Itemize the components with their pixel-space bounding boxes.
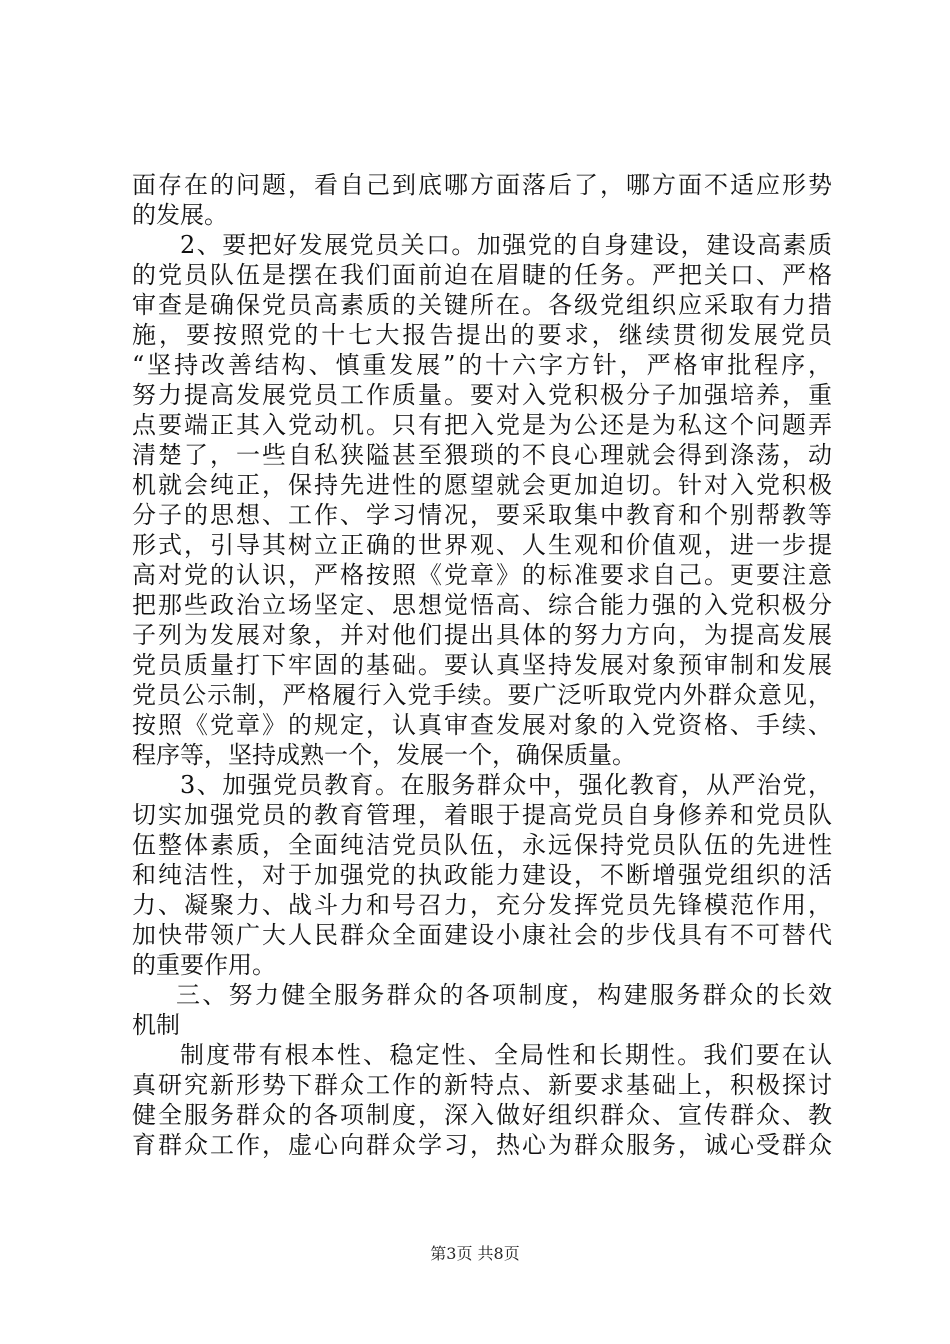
text-line: 程序等，坚持成熟一个，发展一个，确保质量。 <box>132 741 636 769</box>
text-line: 施，要按照党的十七大报告提出的要求，继续贯彻发展党员 <box>132 321 832 349</box>
text-line: “坚持改善结构、慎重发展”的十六字方针，严格审批程序， <box>132 351 832 379</box>
text-line: 形式，引导其树立正确的世界观、人生观和价值观，进一步提 <box>132 531 832 559</box>
text-line: 的重要作用。 <box>132 951 276 979</box>
text-line: 机就会纯正，保持先进性的愿望就会更加迫切。针对入党积极 <box>132 471 832 499</box>
text-line: 高对党的认识，严格按照《党章》的标准要求自己。更要注意 <box>132 561 832 589</box>
paragraph-2-heading: 2、要把好发展党员关口。加强党的自身建设，建设高素质 <box>180 231 832 259</box>
section-three-heading: 三、努力健全服务群众的各项制度，构建服务群众的长效 <box>176 981 832 1009</box>
text-line: 审查是确保党员高素质的关键所在。各级党组织应采取有力措 <box>132 291 832 319</box>
paragraph-3-heading: 3、加强党员教育。在服务群众中，强化教育，从严治党， <box>180 771 832 799</box>
text-line: 育群众工作，虚心向群众学习，热心为群众服务，诚心受群众 <box>132 1131 832 1159</box>
text-line: 点要端正其入党动机。只有把入党是为公还是为私这个问题弄 <box>132 411 832 439</box>
text-line: 制度带有根本性、稳定性、全局性和长期性。我们要在认 <box>180 1041 832 1069</box>
text-line: 努力提高发展党员工作质量。要对入党积极分子加强培养，重 <box>132 381 832 409</box>
page-number-footer: 第3页 共8页 <box>430 1244 520 1263</box>
text-line: 子列为发展对象，并对他们提出具体的努力方向，为提高发展 <box>132 621 832 649</box>
text-line: 清楚了，一些自私狭隘甚至猥琐的不良心理就会得到涤荡，动 <box>132 441 832 469</box>
section-three-heading-cont: 机制 <box>132 1011 180 1039</box>
text-line: 真研究新形势下群众工作的新特点、新要求基础上，积极探讨 <box>132 1071 832 1099</box>
text-line: 加快带领广大人民群众全面建设小康社会的步伐具有不可替代 <box>132 921 832 949</box>
text-line: 和纯洁性，对于加强党的执政能力建设，不断增强党组织的活 <box>132 861 832 889</box>
text-line: 力、凝聚力、战斗力和号召力，充分发挥党员先锋模范作用， <box>132 891 832 919</box>
text-line: 伍整体素质，全面纯洁党员队伍，永远保持党员队伍的先进性 <box>132 831 832 859</box>
document-body <box>132 170 832 1160</box>
text-line: 分子的思想、工作、学习情况，要采取集中教育和个别帮教等 <box>132 501 832 529</box>
text-line: 把那些政治立场坚定、思想觉悟高、综合能力强的入党积极分 <box>132 591 832 619</box>
text-line: 党员公示制，严格履行入党手续。要广泛听取党内外群众意见， <box>132 681 832 709</box>
text-line: 面存在的问题，看自己到底哪方面落后了，哪方面不适应形势 <box>132 171 832 199</box>
text-line: 按照《党章》的规定，认真审查发展对象的入党资格、手续、 <box>132 711 832 739</box>
text-line: 的发展。 <box>132 201 228 229</box>
text-line: 的党员队伍是摆在我们面前迫在眉睫的任务。严把关口、严格 <box>132 261 832 289</box>
text-line: 健全服务群众的各项制度，深入做好组织群众、宣传群众、教 <box>132 1101 832 1129</box>
text-line: 党员质量打下牢固的基础。要认真坚持发展对象预审制和发展 <box>132 651 832 679</box>
text-line: 切实加强党员的教育管理，着眼于提高党员自身修养和党员队 <box>132 801 832 829</box>
